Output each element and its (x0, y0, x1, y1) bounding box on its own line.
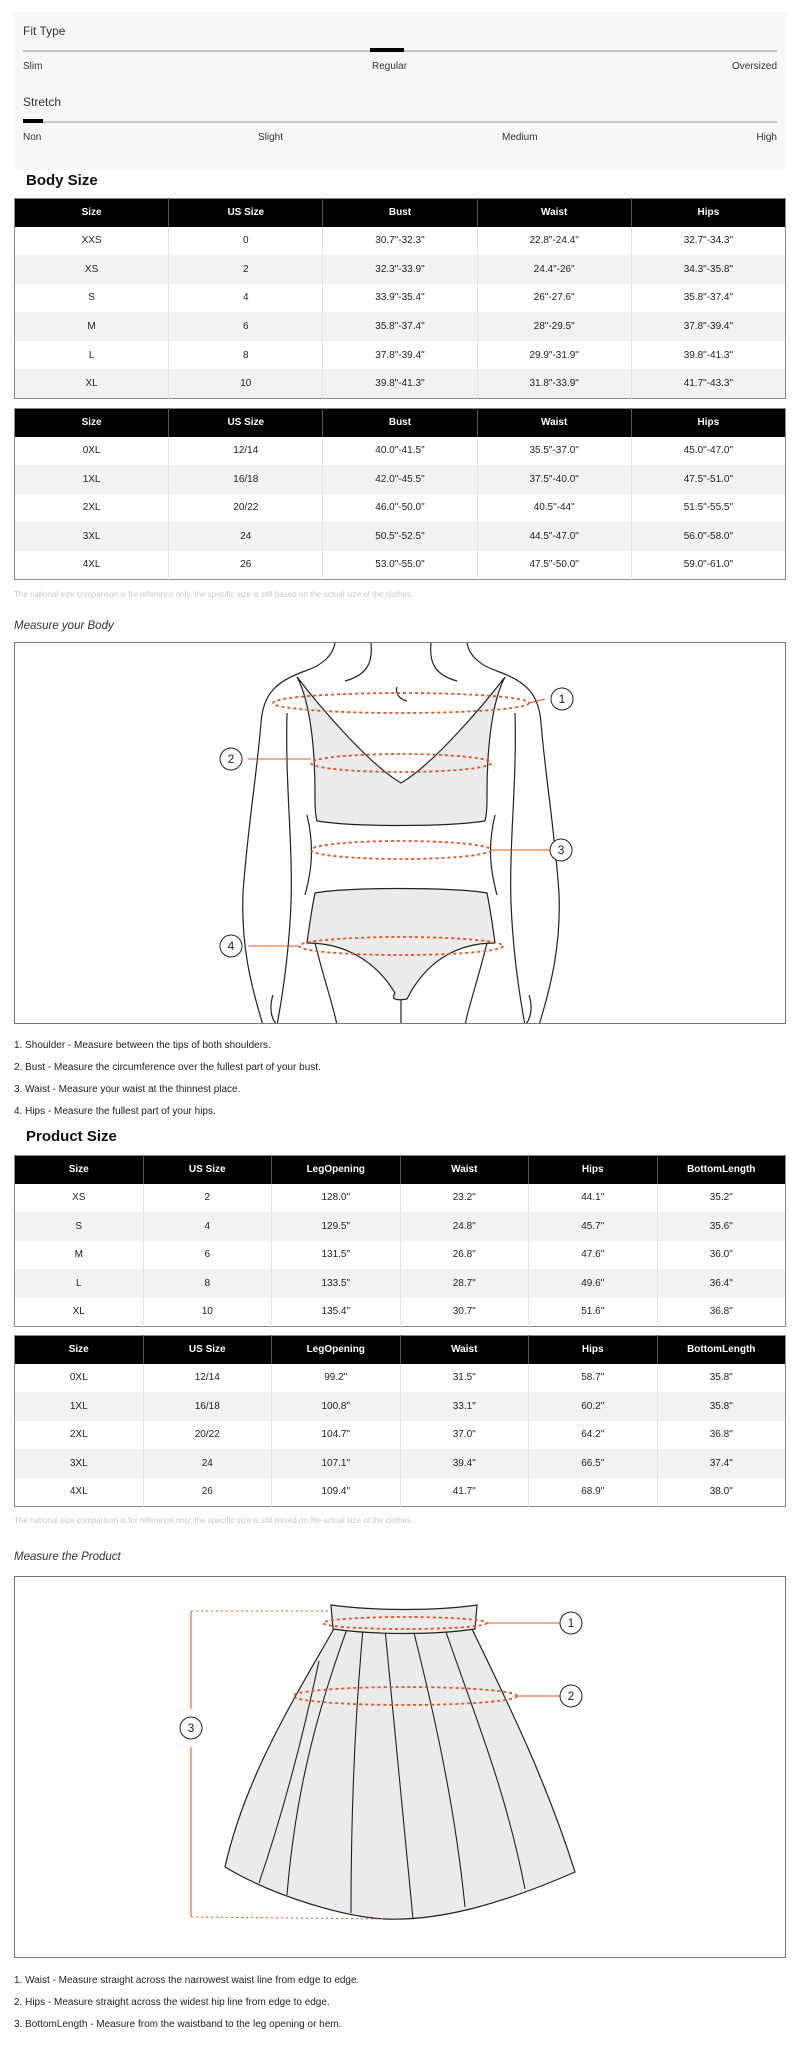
table-cell: 40.5"-44" (477, 494, 631, 523)
fit-type-scale (23, 24, 777, 77)
column-header: Hips (631, 409, 785, 437)
table-cell: XL (15, 369, 169, 398)
table-cell: 31.5" (400, 1364, 529, 1393)
product-size-table-1 (14, 1155, 786, 1327)
table-cell: 104.7" (272, 1421, 401, 1450)
table-row (15, 437, 786, 466)
marker-label: 3 (557, 843, 565, 857)
table-cell: 37.8"-39.4" (631, 312, 785, 341)
waist-measure-line (311, 841, 491, 859)
table-cell: 41.7"-43.3" (631, 369, 785, 398)
table-row (15, 312, 786, 341)
column-header: Bust (323, 409, 477, 437)
table-cell: 4XL (15, 1478, 144, 1507)
table-cell: XL (15, 1298, 144, 1327)
table-cell: 44.5"-47.0" (477, 522, 631, 551)
table-row (15, 227, 786, 256)
table-cell: 8 (169, 341, 323, 370)
table-row (15, 1269, 786, 1298)
marker-label: 2 (567, 1689, 575, 1703)
table-cell: 47.5"-51.0" (631, 465, 785, 494)
table-row (15, 494, 786, 523)
table-header-row (15, 1156, 786, 1184)
table-cell: 16/18 (169, 465, 323, 494)
table-cell: 8 (143, 1269, 272, 1298)
fit-type-label-regular: Regular (372, 61, 408, 72)
fit-type-track (23, 50, 777, 52)
table-cell: 2 (169, 255, 323, 284)
table-row (15, 1184, 786, 1213)
table-cell: 107.1" (272, 1449, 401, 1478)
table-cell: 2XL (15, 1421, 144, 1450)
stretch-indicator (23, 119, 43, 123)
body-size-table-1 (14, 198, 786, 399)
fit-type-indicator (370, 48, 404, 52)
table-cell: 33.9"-35.4" (323, 284, 477, 313)
table-cell: 133.5" (272, 1269, 401, 1298)
table-cell: 28.7" (400, 1269, 529, 1298)
stretch-label-slight: Slight (258, 132, 284, 143)
table-cell: 37.0" (400, 1421, 529, 1450)
table-row (15, 284, 786, 313)
table-cell: 56.0"-58.0" (631, 522, 785, 551)
table-cell: 45.0"-47.0" (683, 445, 734, 457)
table-cell: 53.0"-55.0" (323, 551, 477, 580)
column-header: Size (15, 409, 169, 437)
table-cell: 3XL (15, 1449, 144, 1478)
stretch-scale (23, 95, 777, 148)
table-cell: 4 (169, 284, 323, 313)
table-cell: 22.8"-24.4" (477, 227, 631, 256)
table-row (15, 369, 786, 398)
table-cell: 38.0" (709, 1486, 733, 1498)
product-measure-instructions (14, 1974, 359, 2040)
table-cell: 42.0"-45.5" (323, 465, 477, 494)
measure-body-title: Measure your Body (14, 620, 114, 632)
table-cell: 0XL (15, 1364, 144, 1393)
table-cell: 24 (143, 1449, 272, 1478)
column-header: Size (15, 199, 169, 227)
table-row (15, 1298, 786, 1327)
table-cell: 39.4" (400, 1449, 529, 1478)
table-cell: 35.8"-37.4" (683, 292, 734, 304)
table-cell: 35.8"-37.4" (323, 312, 477, 341)
table-cell: 12/14 (143, 1364, 272, 1393)
table-cell: 4XL (15, 551, 169, 580)
instruction-item: 1. Waist - Measure straight across the narrowest waist line from edge to edge. (14, 1975, 360, 1986)
body-size-table-2 (14, 408, 786, 580)
column-header: BottomLength (657, 1156, 786, 1184)
column-header: US Size (143, 1156, 272, 1184)
table-cell: 45.7" (529, 1212, 658, 1241)
bra-shape (297, 677, 505, 811)
stretch-label-high: High (756, 132, 777, 143)
table-cell: 1XL (15, 465, 169, 494)
table-cell: 30.7" (400, 1298, 529, 1327)
body-size-note: The national size comparison is for reference only, the specific size is still based on the actual size of the clothes. (14, 590, 414, 599)
table-cell: 50.5"-52.5" (323, 522, 477, 551)
table-cell: 39.8"-41.3" (683, 349, 734, 361)
table-cell: 37.8"-39.4" (323, 341, 477, 370)
table-cell: 20/22 (169, 494, 323, 523)
product-measure-illustration (14, 1576, 786, 1958)
table-cell: S (15, 284, 169, 313)
marker-label: 1 (558, 692, 566, 706)
column-header: Waist (477, 409, 631, 437)
marker-label: 4 (227, 939, 235, 953)
table-cell: 32.7"-34.3" (683, 235, 734, 247)
table-cell: 49.6" (529, 1269, 658, 1298)
table-cell: 0 (169, 227, 323, 256)
table-cell: 35.8" (657, 1392, 786, 1421)
column-header: Waist (400, 1336, 529, 1364)
column-header: Waist (477, 199, 631, 227)
instruction-item: 2. Hips - Measure straight across the widest hip line from edge to edge. (14, 1997, 330, 2008)
product-size-table-2 (14, 1335, 786, 1507)
table-cell: 129.5" (272, 1212, 401, 1241)
table-row (15, 1421, 786, 1450)
column-header: Bust (323, 199, 477, 227)
table-header-row (15, 1336, 786, 1364)
table-cell: 99.2" (272, 1364, 401, 1393)
table-cell: 47.6" (529, 1241, 658, 1270)
table-row (15, 522, 786, 551)
table-cell: M (15, 1241, 144, 1270)
table-cell: 68.9" (529, 1478, 658, 1507)
table-cell: 41.7" (400, 1478, 529, 1507)
table-row (15, 341, 786, 370)
table-cell: 44.1" (529, 1184, 658, 1213)
table-cell: 24.4"-26" (477, 255, 631, 284)
table-cell: 6 (169, 312, 323, 341)
table-cell: 131.5" (272, 1241, 401, 1270)
table-cell: 37.5"-40.0" (477, 465, 631, 494)
body-size-title: Body Size (26, 172, 98, 189)
table-cell: 26.8" (400, 1241, 529, 1270)
table-cell: 37.4" (657, 1449, 786, 1478)
column-header: BottomLength (657, 1336, 786, 1364)
stretch-label-non: Non (23, 132, 42, 143)
table-cell: 4 (143, 1212, 272, 1241)
table-cell: 29.9"-31.9" (477, 341, 631, 370)
table-row (15, 1392, 786, 1421)
table-cell: L (15, 1269, 144, 1298)
table-cell: 24 (169, 522, 323, 551)
table-cell: 2 (143, 1184, 272, 1213)
table-cell: 31.8"-33.9" (477, 369, 631, 398)
table-cell: 109.4" (272, 1478, 401, 1507)
measure-product-title: Measure the Product (14, 1551, 121, 1563)
table-cell: 58.7" (529, 1364, 658, 1393)
stretch-label-medium: Medium (502, 132, 538, 143)
table-header-row (15, 199, 786, 227)
table-row (15, 1212, 786, 1241)
table-cell: XS (15, 255, 169, 284)
body-measure-illustration (14, 642, 786, 1024)
table-cell: 40.0"-41.5" (323, 437, 477, 466)
waistband (331, 1605, 477, 1634)
table-cell: 64.2" (529, 1421, 658, 1450)
table-cell: 26"-27.6" (477, 284, 631, 313)
table-row (15, 1478, 786, 1507)
table-cell: 3XL (15, 522, 169, 551)
body-figure (15, 643, 786, 1024)
table-cell: 20/22 (143, 1421, 272, 1450)
table-cell: 36.8" (709, 1429, 733, 1441)
briefs-shape (307, 889, 495, 1000)
table-cell: 47.5"-50.0" (477, 551, 631, 580)
table-cell: 35.8" (709, 1372, 733, 1384)
table-cell: 51.6" (529, 1298, 658, 1327)
column-header: Hips (529, 1336, 658, 1364)
skirt-figure (15, 1577, 786, 1958)
marker-label: 1 (567, 1616, 575, 1630)
table-header-row (15, 409, 786, 437)
column-header: Size (15, 1336, 144, 1364)
product-size-title: Product Size (26, 1128, 117, 1145)
column-header: LegOpening (272, 1336, 401, 1364)
fit-type-label-slim: Slim (23, 61, 43, 72)
table-cell: 2XL (15, 494, 169, 523)
table-cell: 66.5" (529, 1449, 658, 1478)
stretch-title: Stretch (23, 95, 62, 109)
table-cell: 10 (143, 1298, 272, 1327)
table-cell: 128.0" (272, 1184, 401, 1213)
table-cell: 35.2" (709, 1192, 733, 1204)
column-header: Waist (400, 1156, 529, 1184)
product-size-note: The national size comparison is for reference only, the specific size is still based on the actual size of the clothes. (14, 1516, 414, 1525)
table-row (15, 1449, 786, 1478)
fit-type-label-oversized: Oversized (731, 61, 777, 72)
table-cell: 28"-29.5" (477, 312, 631, 341)
table-row (15, 1241, 786, 1270)
table-cell: 24.8" (400, 1212, 529, 1241)
table-cell: 12/14 (169, 437, 323, 466)
table-cell: 23.2" (400, 1184, 529, 1213)
fit-panel (14, 12, 786, 170)
column-header: Hips (631, 199, 785, 227)
stretch-labels (23, 132, 777, 148)
column-header: LegOpening (272, 1156, 401, 1184)
column-header: US Size (169, 409, 323, 437)
table-row (15, 1364, 786, 1393)
column-header: US Size (169, 199, 323, 227)
table-cell: XS (15, 1184, 144, 1213)
table-cell: 1XL (15, 1392, 144, 1421)
table-cell: 135.4" (272, 1298, 401, 1327)
table-cell: 6 (143, 1241, 272, 1270)
body-measure-instructions (14, 1039, 321, 1127)
table-cell: 36.8" (709, 1306, 733, 1318)
column-header: Size (15, 1156, 144, 1184)
table-row (15, 465, 786, 494)
table-cell: 33.1" (400, 1392, 529, 1421)
instruction-item: 2. Bust - Measure the circumference over the fullest part of your bust. (14, 1062, 321, 1073)
column-header: Hips (529, 1156, 658, 1184)
marker-label: 2 (227, 752, 235, 766)
fit-type-title: Fit Type (23, 24, 66, 38)
table-cell: 100.8" (272, 1392, 401, 1421)
table-cell: 60.2" (529, 1392, 658, 1421)
table-cell: 26 (143, 1478, 272, 1507)
instruction-item: 1. Shoulder - Measure between the tips of both shoulders. (14, 1040, 271, 1051)
table-cell: XXS (15, 227, 169, 256)
table-row (15, 255, 786, 284)
table-cell: 30.7"-32.3" (323, 227, 477, 256)
table-cell: 26 (169, 551, 323, 580)
table-cell: 0XL (15, 437, 169, 466)
table-cell: 35.6" (657, 1212, 786, 1241)
marker-label: 3 (187, 1721, 195, 1735)
table-cell: 36.0" (709, 1249, 733, 1261)
table-cell: 10 (169, 369, 323, 398)
table-cell: L (15, 341, 169, 370)
table-cell: M (15, 312, 169, 341)
stretch-track (23, 121, 777, 123)
table-cell: 46.0"-50.0" (323, 494, 477, 523)
table-cell: 35.5"-37.0" (477, 437, 631, 466)
table-cell: 39.8"-41.3" (323, 369, 477, 398)
instruction-item: 3. Waist - Measure your waist at the thinnest place. (14, 1084, 241, 1095)
fit-type-labels (23, 61, 777, 77)
table-cell: 32.3"-33.9" (323, 255, 477, 284)
table-cell: 59.0"-61.0" (683, 559, 734, 571)
instruction-item: 4. Hips - Measure the fullest part of your hips. (14, 1106, 216, 1117)
table-row (15, 551, 786, 580)
table-cell: 51.5"-55.5" (683, 502, 734, 514)
column-header: US Size (143, 1336, 272, 1364)
table-cell: S (15, 1212, 144, 1241)
table-cell: 16/18 (143, 1392, 272, 1421)
table-cell: 36.4" (657, 1269, 786, 1298)
instruction-item: 3. BottomLength - Measure from the waistband to the leg opening or hem. (14, 2019, 342, 2030)
table-cell: 34.3"-35.8" (631, 255, 785, 284)
